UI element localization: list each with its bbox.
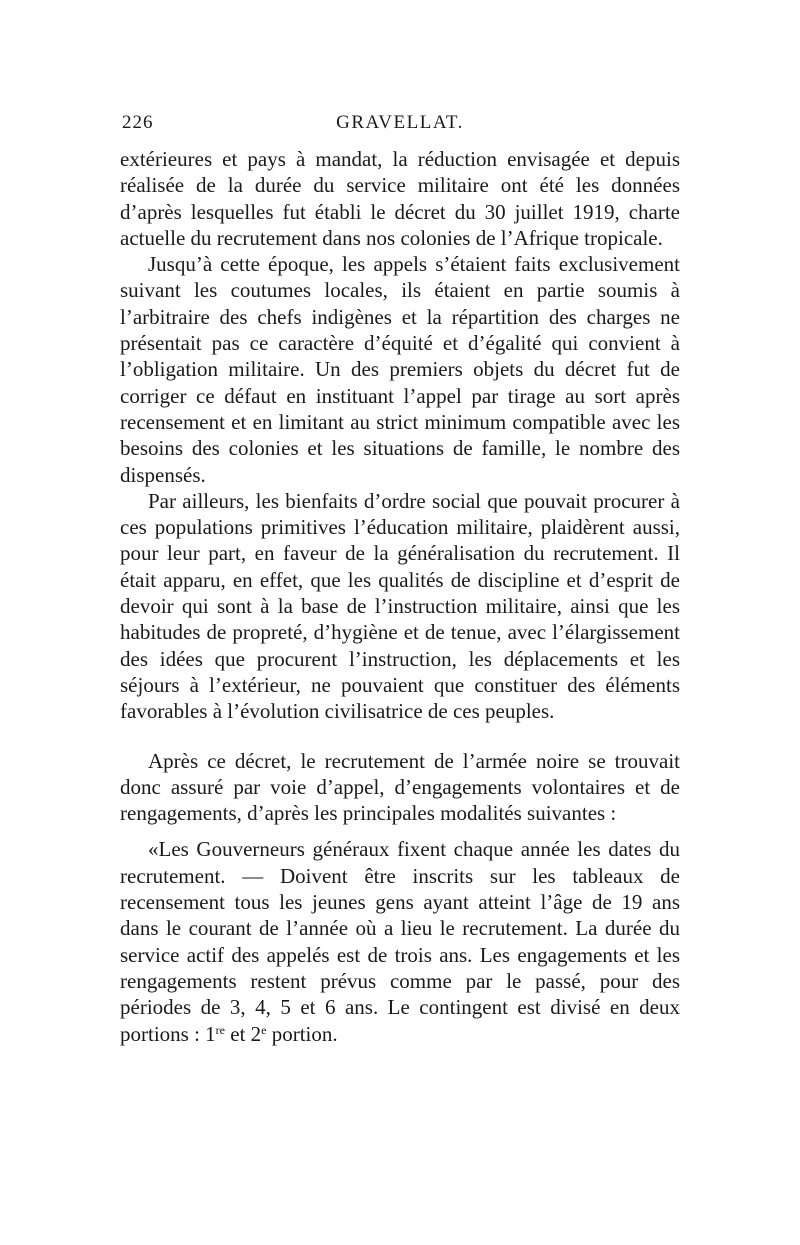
paragraph-quotation: [120, 836, 680, 1046]
quotation-text: «Les Gouverneurs généraux fixent chaque année les dates du recrutement. — Doivent être inscrits sur les tableaux de recensement tous les jeunes gens ayant atteint l’âge de 19 ans dans le courant de l’année où a lieu le recrutement. La durée du service actif des appelés est de trois ans. Les engagements et les rengagements restent prévus comme par le passé, pour des périodes de 3, 4, 5 et 6 ans. Le contingent est divisé en deux portions :: [120, 837, 680, 1046]
paragraph-decret: Après ce décret, le recrutement de l’armée noire se trouvait donc assuré par voie d’appel, d’engagements volontaires et de rengagements, d’après les principales modalités suivantes :: [120, 748, 680, 826]
running-title: GRAVELLAT.: [336, 112, 464, 133]
paragraph-continuation: extérieures et pays à mandat, la réduction envisagée et depuis réalisée de la durée du service militaire ont été les données d’après lesquelles fut établi le décret du 30 juillet 1919, charte actuelle du recrutement dans nos colonies de l’Afrique tropicale.: [120, 147, 680, 250]
second-portion-superscript: e: [261, 1022, 267, 1037]
running-head: [120, 112, 680, 146]
document-page: [120, 112, 680, 1047]
paragraph-bienfaits: Par ailleurs, les bienfaits d’ordre social que pouvait procurer à ces populations primitives l’éducation militaire, plaidèrent aussi, pour leur part, en faveur de la généralisation du recrutement. Il était apparu, en effet, que les qualités de discipline et d’esprit de devoir qui sont à la base de l’instruction militaire, ainsi que les habitudes de propreté, d’hygiène et de tenue, avec l’élargissement des idées que procurent l’instruction, les déplacements et les séjours à l’extérieur, ne pouvaient que constituer des éléments favorables à l’évolution civilisatrice de ces peuples.: [120, 488, 680, 724]
first-portion-superscript: re: [215, 1022, 225, 1037]
paragraph-appels: Jusqu’à cette époque, les appels s’étaient faits exclusivement suivant les coutumes locales, ils étaient en partie soumis à l’arbitraire des chefs indigènes et la répartition des charges ne présentait pas ce caractère d’équité et d’égalité qui convient à l’obligation militaire. Un des premiers objets du décret fut de corriger ce défaut en instituant l’appel par tirage au sort après recensement et en limitant au strict minimum compatible avec les besoins des colonies et les situations de famille, le nombre des dispensés.: [120, 252, 680, 487]
first-portion-number: 1: [205, 1021, 216, 1046]
portion-tail: portion.: [271, 1021, 338, 1046]
portion-conjunction: et: [230, 1021, 246, 1046]
body-text: [120, 146, 680, 1047]
page-number: 226: [122, 112, 154, 133]
second-portion-number: 2: [250, 1021, 262, 1046]
